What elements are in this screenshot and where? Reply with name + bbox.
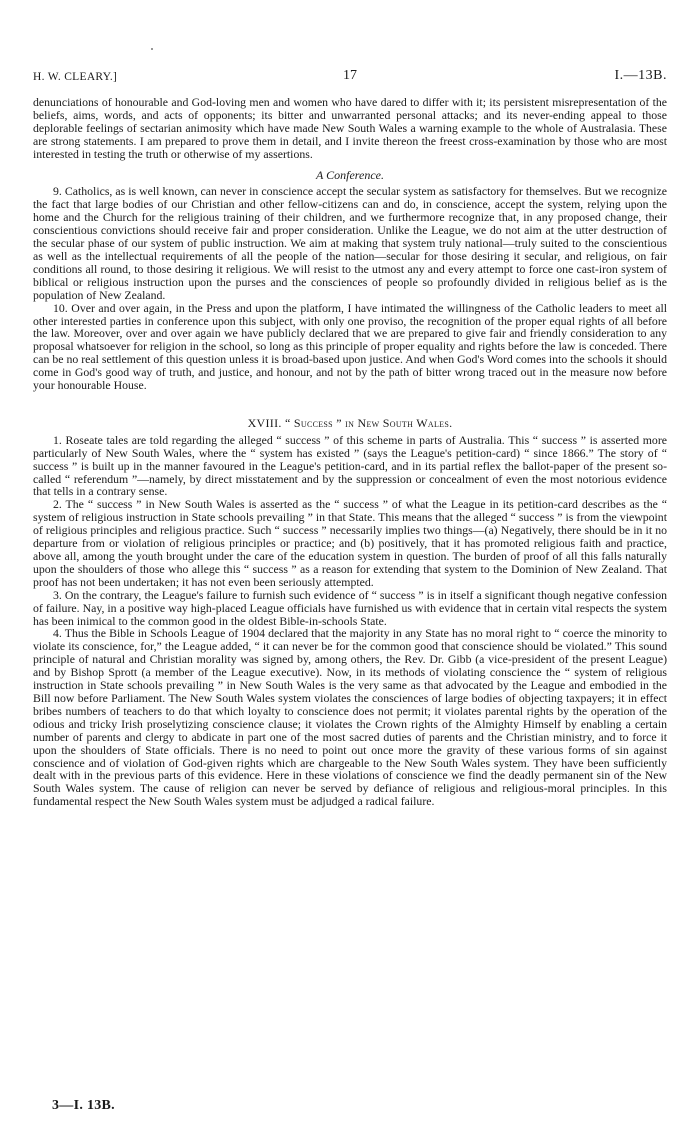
page-number: 17 — [343, 68, 357, 83]
paragraph-xviii-4: 4. Thus the Bible in Schools League of 1904 declared that the majority in any State has no moral right to “ coerce the minority to violate its conscience, for,” the League added, “ it can never be for the common good that conscience should be violated.” This sound principle of natural and Christian morality was signed by, among others, the Rev. Dr. Gibb (a vice-president of the present League) and by Bishop Sprott (a member of the League executive). Now, in its methods of violating conscience the “ system of religious instruction in State schools prevailing ” in New South Wales is the very same as that advocated by the League and embodied in the Bill now before Parliament. The New South Wales system violates the consciences of large bodies of objecting taxpayers; it in effect bribes numbers of teachers to do that which loyalty to conscience does not permit; it violates parental rights by the operation of the odious and tricky Irish proselytizing conscience clause; it violates the Crown rights of the Almighty Himself by enabling a certain number of parents and clergy to abdicate in part one of the most sacred duties of parents and the Christian ministry, and to force it upon the shoulders of State officials. There is no need to point out once more the gravity of these various forms of sin against conscience and of violation of God-given rights which are chargeable to the New South Wales system. They have been sufficiently dealt with in the previous parts of this evidence. Here in these violations of conscience we find the deadly permanent sin of the New South Wales system. The cause of religion can never be served by defiance of religious and religious-moral principles. In this fundamental respect the New South Wales system must be adjudged a radical failure. — [33, 626, 667, 809]
document-reference: I.—13B. — [614, 68, 667, 83]
header-author: H. W. CLEARY.] — [33, 71, 118, 83]
section-heading-conference: A Conference. — [316, 167, 384, 182]
paragraph-9: 9. Catholics, as is well known, can never in conscience accept the secular system as satisfactory for themselves. But we recognize the fact that large bodies of our Christian and other fellow-citizens can and do, in conscience, accept the system, relying upon the home and the Church for the religious training of their children, and we furthermore recognize that, in any proposed change, their conscientious convictions should receive fair and proper consideration. Unlike the League, we do not aim at the utter destruction of the secular phase of our system of public instruction. We aim at making that system truly national—truly suited to the conscientious as well as the intellectual requirements of all the people of the nation—secular for those desiring it secular, and religious, on fair conditions all round, to those desiring it religious. We will resist to the utmost any and every attempt to force one cast-iron system of biblical or religious instruction upon the purses and the consciences of people so profoundly divided in religious belief as is the population of New Zealand. — [33, 184, 667, 302]
page-body — [33, 96, 667, 808]
paragraph-xviii-2: 2. The “ success ” in New South Wales is asserted as the “ success ” of what the League in its petition-card describes as the “ system of religious instruction in State schools prevailing ” in that State. This means that the alleged “ success ” is from the viewpoint of religious principles and religious practice. Such “ success ” necessarily implies two things—(a) Negatively, there should be in it no departure from or violation of religious principles or practice; and (b) positively, that it has promoted religious faith and practice, above all, among the youth brought under the care of the education system in question. The burden of proof of all this falls naturally upon the shoulders of those who allege this “ success ” as a reason for extending that system to the Dominion of New Zealand. That proof has not been undertaken; it has not even been seriously attempted. — [33, 497, 667, 589]
paragraph-xviii-1: 1. Roseate tales are told regarding the alleged “ success ” of this scheme in parts of Australia. This “ success ” is asserted more particularly of New South Wales, where the “ system has existed ” (says the League's petition-card) “ since 1866.” The story of “ success ” is built up in the manner favoured in the League's petition-card, and in its partial reflex the ballot-paper of the present so-called “ referendum ”—namely, by direct misstatement and by the suppression or concealment of even the most notorious evidence that tells in a contrary sense. — [33, 432, 667, 499]
section-heading-success: XVIII. “ Success ” in New South Wales. — [247, 415, 453, 430]
stray-mark — [151, 48, 153, 50]
paragraph-xviii-3: 3. On the contrary, the League's failure to furnish such evidence of “ success ” is in itself a significant though negative confession of failure. Nay, in a positive way high-placed League officials have furnished us with evidence that in certain vital respects the system has been inimical to the common good in the oldest Bible-in-schools State. — [33, 587, 667, 628]
intro-paragraph: denunciations of honourable and God-loving men and women who have dared to differ with it; its persistent misrepresentation of the beliefs, aims, words, and acts of opponents; its bitter and unwarranted personal attacks; and its never-ending appeal to those deplorable feelings of sectarian animosity which have made New South Wales a warning example to the whole of Australasia. These are strong statements. I am prepared to prove them in detail, and I invite thereon the freest cross-examination by those who are most interested in testing the truth or otherwise of my assertions. — [33, 95, 667, 161]
page-header — [33, 68, 667, 87]
paragraph-10: 10. Over and over again, in the Press and upon the platform, I have intimated the willingness of the Catholic leaders to meet all other interested parties in conference upon this subject, with only one proviso, the recognition of the proper equal rights of all before the law. Moreover, over and over again we have publicly declared that we are prepared to give fair and friendly consideration to any proposal whatsoever for religion in the school, so long as this principle of proper equality and rights before the law is conceded. There can be no real settlement of this question unless it is broad-based upon justice. And when God's Word comes into the schools it should come in God's good way of truth, and justice, and honour, and not by the path of bitter wrong traced out in the measure now before your honourable House. — [33, 300, 668, 393]
page-signature: 3—I. 13B. — [52, 1098, 115, 1113]
